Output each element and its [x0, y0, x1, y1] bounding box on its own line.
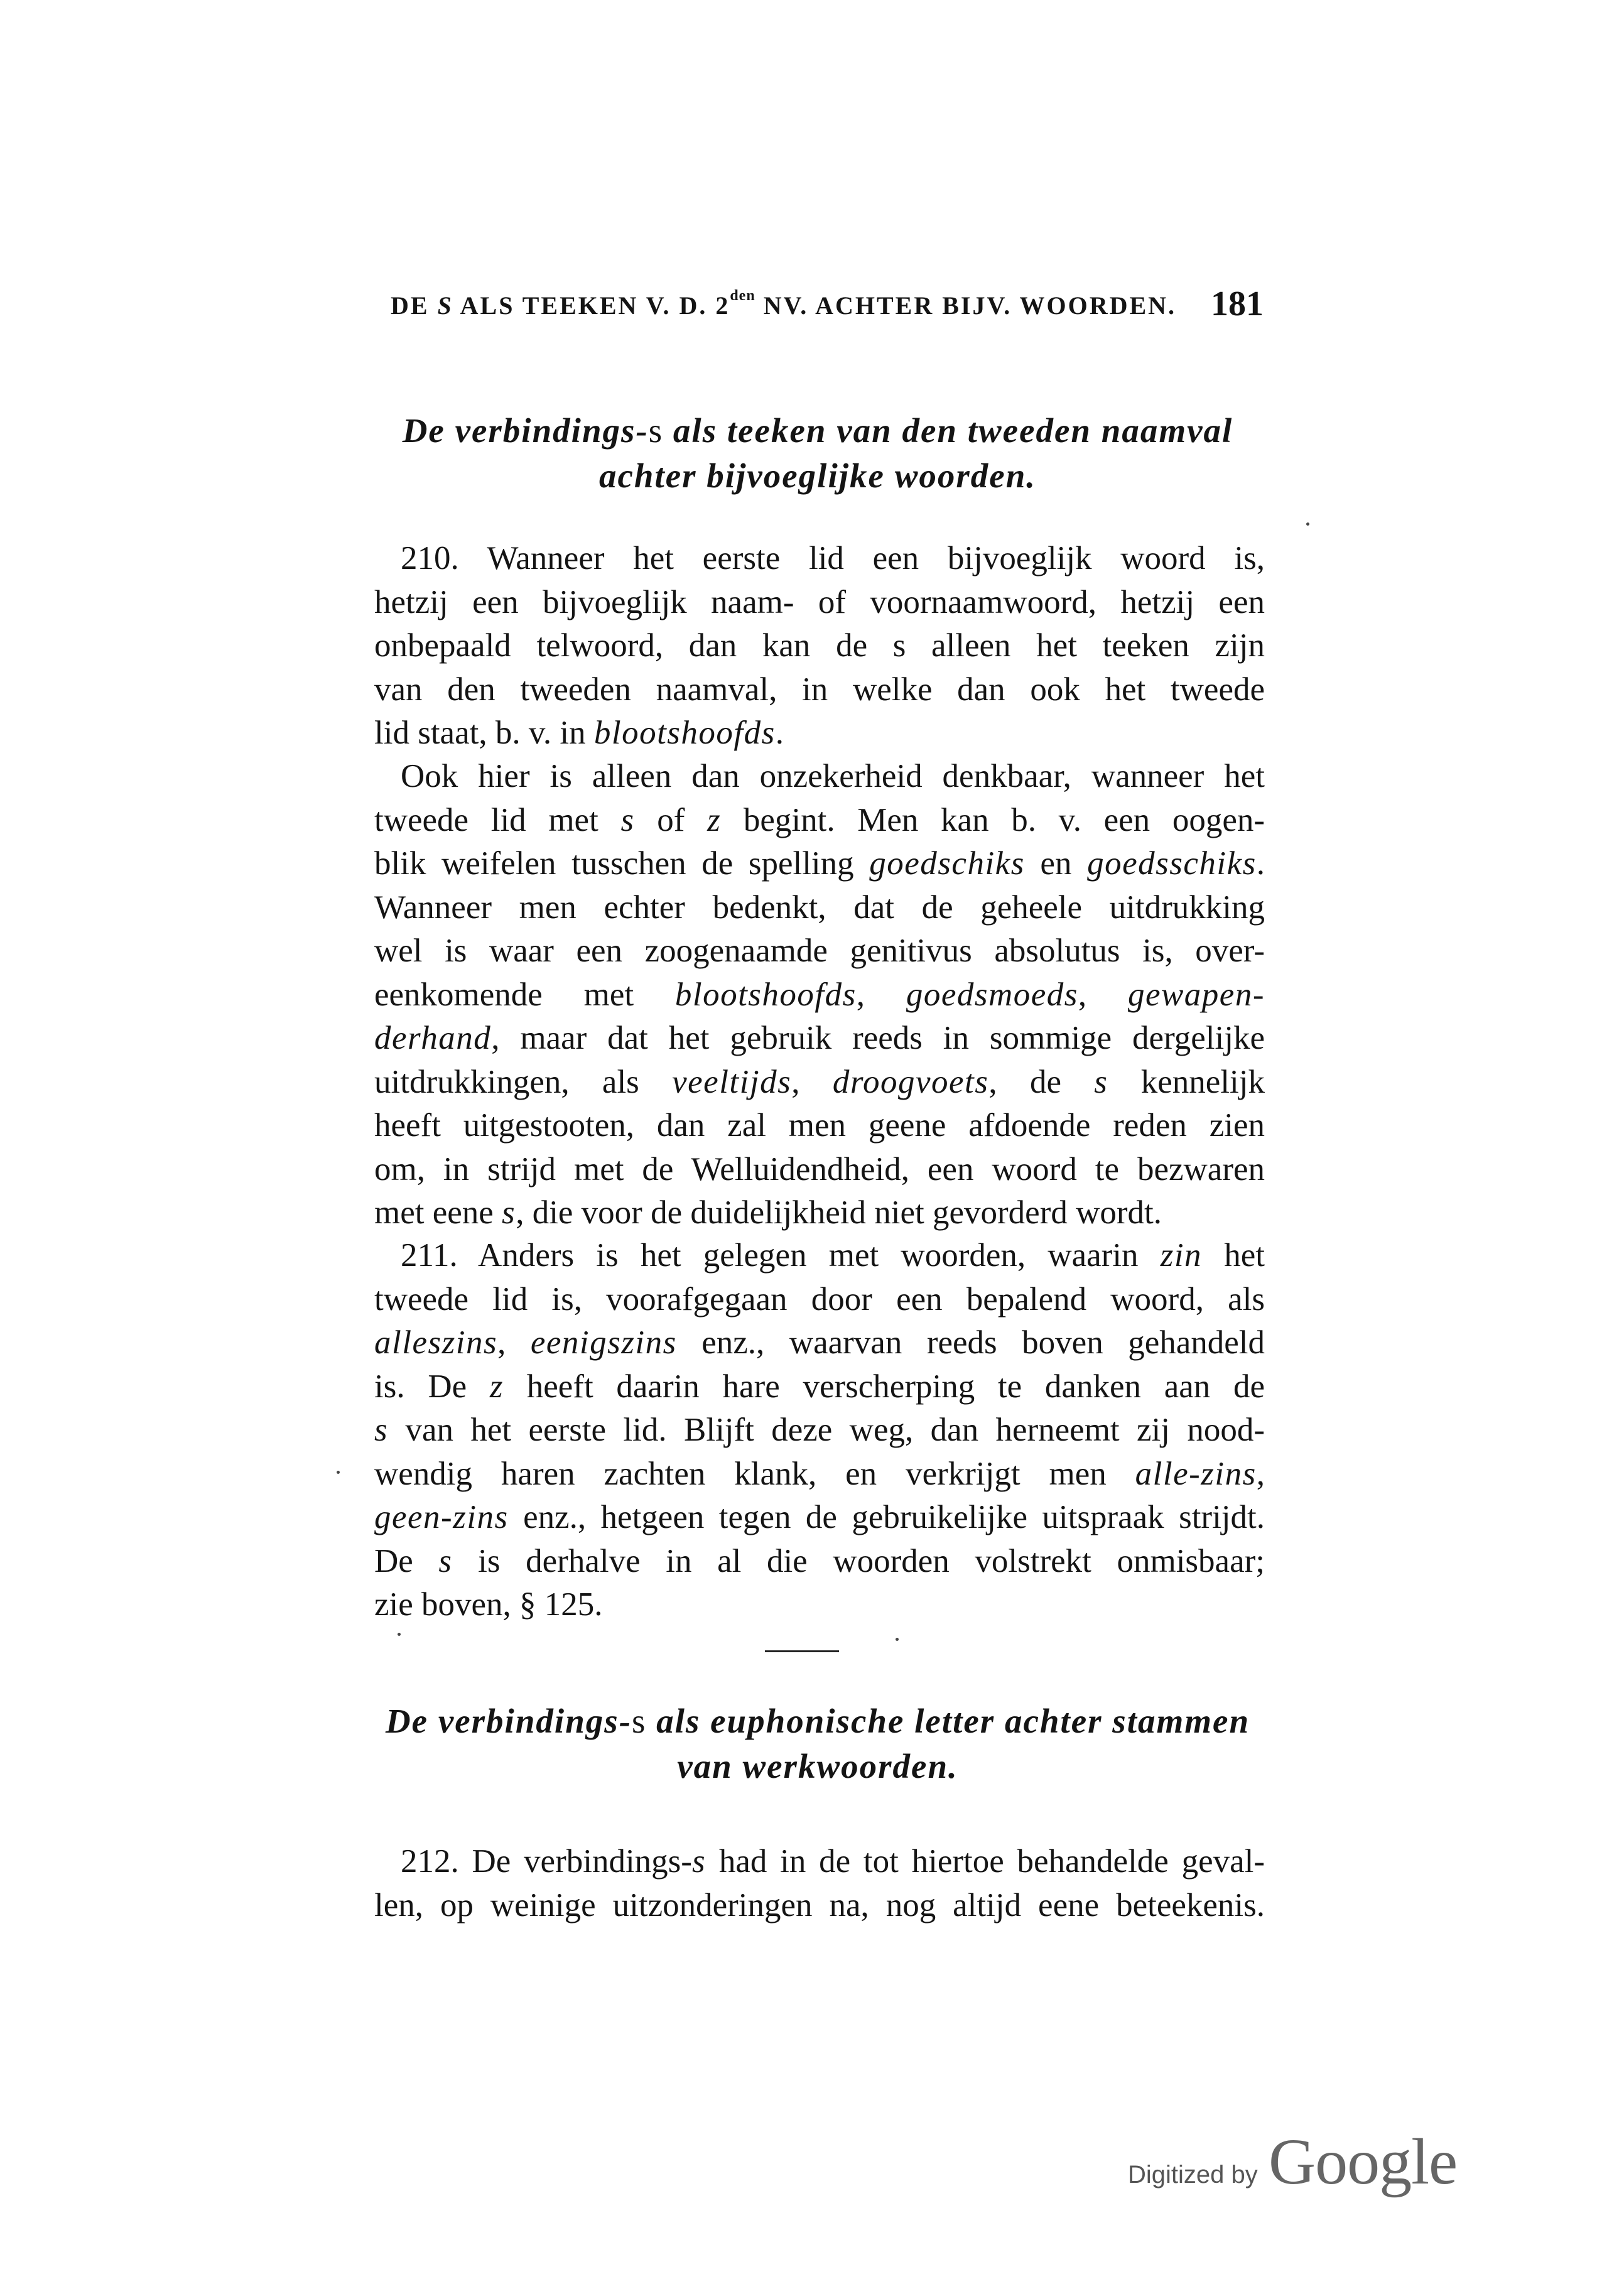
text-line: wendig haren zachten klank, en verkrijgt men alle-zins, — [374, 1455, 1265, 1492]
heading-line: De verbindings-s als teeken van den tweeden naamval — [402, 411, 1233, 450]
scan-speck — [1306, 522, 1309, 526]
google-logo: Google — [1269, 2126, 1458, 2198]
text-line: Wanneer men echter bedenkt, dat de geheele uitdrukking — [374, 889, 1265, 926]
running-head — [391, 276, 1264, 327]
text-line: eenkomende met blootshoofds, goedsmoeds, gewapen- — [374, 976, 1265, 1013]
heading-line: achter bijvoeglijke woorden. — [598, 457, 1037, 495]
digitized-by-text: Digitized by — [1128, 2161, 1258, 2189]
text-line: geen-zins enz., hetgeen tegen de gebruikelijke uitspraak strijdt. — [374, 1499, 1265, 1535]
text-line: tweede lid met s of z begint. Men kan b. v. een oogen- — [374, 801, 1265, 838]
text-line: zie boven, § 125. — [374, 1586, 603, 1623]
google-watermark — [1119, 2123, 1471, 2204]
text-line: uitdrukkingen, als veeltijds, droogvoets, de s kennelijk — [374, 1063, 1265, 1100]
scan-speck — [896, 1638, 899, 1641]
text-line: is. De z heeft daarin hare verscherping te danken aan de — [374, 1368, 1265, 1405]
text-line: alleszins, eenigszins enz., waarvan reeds boven gehandeld — [374, 1324, 1265, 1361]
text-line: onbepaald telwoord, dan kan de s alleen het teeken zijn — [374, 627, 1265, 664]
text-line: lid staat, b. v. in blootshoofds. — [374, 715, 784, 751]
paragraph-ook-hier — [374, 755, 1265, 1235]
text-line: derhand, maar dat het gebruik reeds in sommige dergelijke — [374, 1020, 1265, 1056]
paragraph-211 — [374, 1234, 1265, 1627]
section-heading-genitive — [371, 408, 1265, 499]
text-line: 210. Wanneer het eerste lid een bijvoeglijk woord is, — [401, 540, 1265, 576]
text-line: 212. De verbindings-s had in de tot hiertoe behandelde geval- — [401, 1843, 1265, 1880]
text-line: hetzij een bijvoeglijk naam- of voornaamwoord, hetzij een — [374, 583, 1265, 620]
text-line: len, op weinige uitzonderingen na, nog altijd eene beteekenis. — [374, 1886, 1265, 1924]
text-line: 211. Anders is het gelegen met woorden, waarin zin het — [401, 1237, 1265, 1274]
text-line: heeft uitgestooten, dan zal men geene afdoende reden zien — [374, 1107, 1265, 1144]
text-line: De s is derhalve in al die woorden volstrekt onmisbaar; — [374, 1542, 1265, 1579]
text-line: Ook hier is alleen dan onzekerheid denkbaar, wanneer het — [401, 758, 1265, 794]
text-line: wel is waar een zoogenaamde genitivus absolutus is, over- — [374, 933, 1265, 969]
text-line: s van het eerste lid. Blijft deze weg, dan herneemt zij nood- — [374, 1412, 1265, 1448]
paragraph-210 — [374, 537, 1265, 755]
heading-line: De verbindings-s als euphonische letter achter stammen — [385, 1702, 1250, 1740]
page-number: 181 — [1211, 284, 1264, 323]
heading-line: van werkwoorden. — [677, 1747, 958, 1785]
section-divider — [765, 1650, 839, 1652]
running-head-title: DE S ALS TEEKEN V. D. $2^{den}$ NV. ACHTER BIJV. WOORDEN. — [391, 288, 1177, 320]
text-line: om, in strijd met de Welluidendheid, een woord te bezwaren — [374, 1150, 1265, 1188]
section-heading-euphonic — [371, 1699, 1265, 1789]
text-line: van den tweeden naamval, in welke dan ook het tweede — [374, 671, 1265, 708]
text-line: met eene s, die voor de duidelijkheid niet gevorderd wordt. — [374, 1194, 1162, 1231]
scan-speck — [337, 1471, 340, 1474]
scan-speck — [398, 1633, 401, 1636]
text-line: tweede lid is, voorafgegaan door een bepalend woord, als — [374, 1280, 1265, 1318]
text-line: blik weifelen tusschen de spelling goedschiks en goedsschiks. — [374, 845, 1265, 882]
paragraph-212 — [374, 1840, 1265, 1927]
